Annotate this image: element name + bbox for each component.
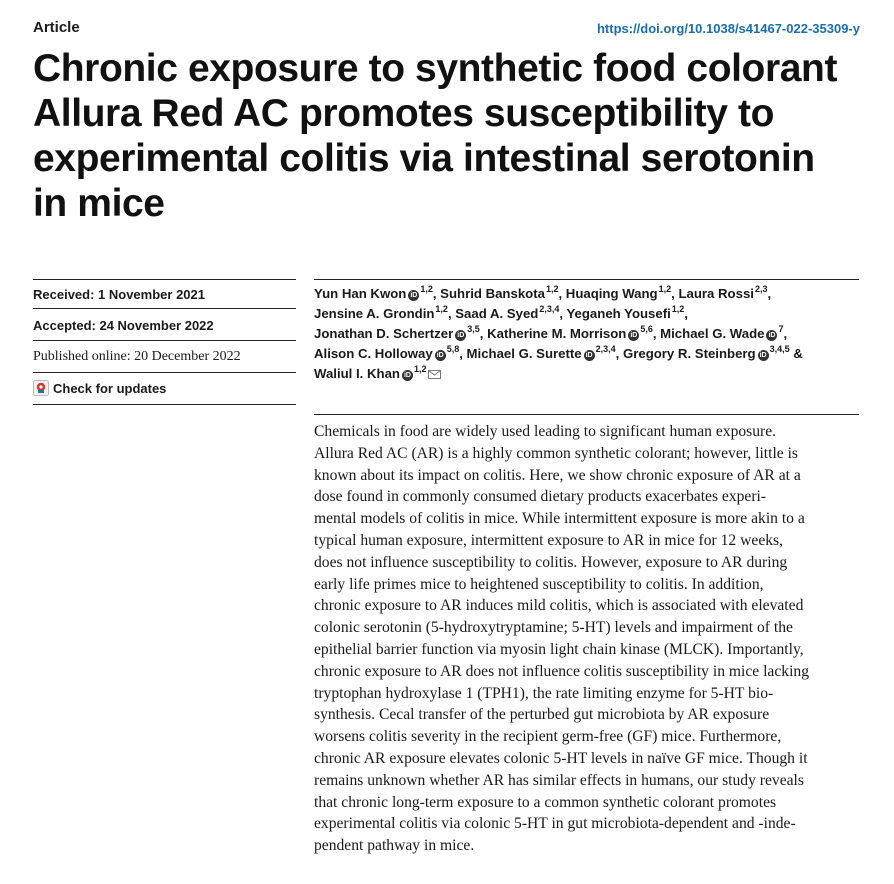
author-name[interactable]: Katherine M. Morrison — [487, 326, 627, 341]
abstract-line: Chemicals in food are widely used leading to significant human exposure. — [314, 423, 777, 440]
author-name[interactable]: Jensine A. Grondin — [314, 306, 435, 321]
abstract-line: typical human exposure, intermittent exposure to AR in mice for 12 weeks, — [314, 531, 783, 549]
author-name[interactable]: Suhrid Banskota — [440, 286, 545, 301]
author-affiliation: 2,3,4 — [539, 304, 560, 314]
author-affiliation: 2,3,4 — [595, 344, 616, 354]
author-name[interactable]: Yeganeh Yousefi — [566, 306, 671, 321]
orcid-icon[interactable]: iD — [457, 332, 465, 339]
author-separator: , — [684, 306, 688, 321]
abstract-line: remains unknown whether AR has similar effects in humans, our study reveals — [314, 771, 804, 789]
orcid-icon[interactable]: iD — [630, 332, 638, 339]
accepted-date: Accepted: 24 November 2022 — [33, 318, 214, 333]
author-name[interactable]: Yun Han Kwon — [314, 286, 407, 301]
article-title — [33, 46, 873, 226]
doi-link[interactable]: https://doi.org/10.1038/s41467-022-35309-y — [596, 21, 860, 36]
abstract-line: chronic exposure to AR induces mild colitis, which is associated with elevated — [314, 597, 804, 615]
abstract-line: that chronic long-term exposure to a common synthetic colorant promotes — [314, 793, 777, 811]
author-affiliation: 1,2 — [671, 304, 685, 314]
author-separator: , — [652, 326, 661, 341]
abstract-line: mental models of colitis in mice. While intermittent exposure is more akin to a — [314, 510, 805, 528]
author-separator: , — [432, 286, 441, 301]
author-separator: , — [459, 346, 467, 361]
abstract-line: pendent pathway in mice. — [314, 837, 475, 855]
title-line: Chronic exposure to synthetic food colorant — [33, 47, 838, 90]
abstract-line: epithelial barrier function via myosin light chain kinase (MLCK). Importantly, — [314, 640, 804, 658]
author-affiliation: 3,4,5 — [769, 344, 790, 354]
abstract-line: known about its impact on colitis. Here, we show chronic exposure of AR at a — [314, 466, 801, 484]
author-affiliation: 1,2 — [545, 284, 559, 294]
author-separator: , — [767, 286, 772, 301]
author-name[interactable]: Michael G. Surette — [466, 346, 582, 361]
orcid-icon[interactable]: iD — [768, 332, 776, 339]
abstract-line: experimental colitis via colonic 5-HT in gut microbiota-dependent and -inde- — [314, 815, 796, 833]
abstract-line: does not influence susceptibility to colitis. However, exposure to AR during — [314, 553, 788, 571]
author-affiliation: 1,2 — [420, 284, 433, 294]
abstract-line: chronic exposure to AR does not influence colitis susceptibility in mice lacking — [314, 662, 809, 680]
check-updates-label: Check for updates — [53, 380, 167, 396]
divider — [33, 308, 296, 309]
author-name[interactable]: Huaqing Wang — [565, 286, 658, 301]
divider — [33, 372, 296, 373]
author-affiliation: 1,2 — [435, 304, 448, 314]
check-updates-icon — [33, 380, 49, 396]
author-affiliation: 3,5 — [467, 324, 480, 334]
author-separator: , — [447, 306, 456, 321]
author-line — [314, 284, 862, 304]
author-separator: & — [789, 346, 803, 361]
author-separator: , — [479, 326, 488, 341]
author-line — [314, 304, 862, 324]
orcid-icon[interactable]: iD — [585, 352, 593, 359]
abstract-line: dose found in commonly consumed dietary products exacerbates experi- — [314, 488, 767, 506]
received-date: Received: 1 November 2021 — [33, 287, 205, 302]
divider — [314, 279, 859, 280]
check-updates-button[interactable] — [33, 380, 166, 396]
abstract-line: Allura Red AC (AR) is a highly common synthetic colorant; however, little is — [314, 444, 798, 462]
title-line: experimental colitis via intestinal serotonin — [33, 137, 815, 180]
author-name[interactable]: Laura Rossi — [678, 286, 754, 301]
author-name[interactable]: Waliul I. Khan — [314, 366, 400, 381]
orcid-icon[interactable]: iD — [410, 292, 418, 299]
divider — [33, 340, 296, 341]
author-name[interactable]: Alison C. Holloway — [314, 346, 433, 361]
author-separator: , — [783, 326, 788, 341]
author-separator: , — [615, 346, 623, 361]
author-separator: , — [559, 306, 567, 321]
author-name[interactable]: Jonathan D. Schertzer — [314, 326, 454, 341]
title-line: in mice — [33, 182, 165, 225]
abstract-line: tryptophan hydroxylase 1 (TPH1), the rate limiting enzyme for 5-HT bio- — [314, 684, 774, 702]
author-name[interactable]: Michael G. Wade — [660, 326, 765, 341]
author-line — [314, 324, 862, 344]
author-affiliation: 1,2 — [658, 284, 672, 294]
abstract-line: chronic AR exposure elevates colonic 5-HT levels in naïve GF mice. Though it — [314, 749, 808, 767]
author-affiliation: 2,3 — [754, 284, 768, 294]
author-affiliation: 7 — [778, 324, 784, 334]
author-line — [314, 364, 862, 384]
divider — [33, 279, 296, 280]
orcid-icon[interactable]: iD — [436, 352, 444, 359]
author-name[interactable]: Gregory R. Steinberg — [622, 346, 756, 361]
orcid-icon[interactable]: iD — [759, 352, 767, 359]
author-affiliation: 1,2 — [413, 364, 427, 374]
email-icon[interactable] — [428, 365, 441, 374]
author-list — [314, 284, 862, 384]
section-label: Article — [33, 19, 80, 36]
abstract-line: early life primes mice to heightened susceptibility to colitis. In addition, — [314, 575, 764, 593]
author-separator: , — [558, 286, 566, 301]
abstract-line: worsens colitis severity in the recipient germ-free (GF) mice. Furthermore, — [314, 728, 782, 746]
abstract-line: synthesis. Cecal transfer of the perturbed gut microbiota by AR exposure — [314, 706, 770, 724]
divider — [33, 404, 296, 405]
author-separator: , — [671, 286, 679, 301]
published-date: Published online: 20 December 2022 — [33, 349, 241, 364]
abstract-line: colonic serotonin (5-hydroxytryptamine; 5-HT) levels and impairment of the — [314, 619, 793, 637]
author-name[interactable]: Saad A. Syed — [455, 306, 539, 321]
divider — [314, 414, 859, 415]
author-line — [314, 344, 862, 364]
author-affiliation: 5,6 — [640, 324, 653, 334]
author-affiliation: 5,8 — [446, 344, 460, 354]
orcid-icon[interactable]: iD — [403, 372, 411, 379]
abstract — [314, 421, 866, 857]
title-line: Allura Red AC promotes susceptibility to — [33, 92, 774, 135]
